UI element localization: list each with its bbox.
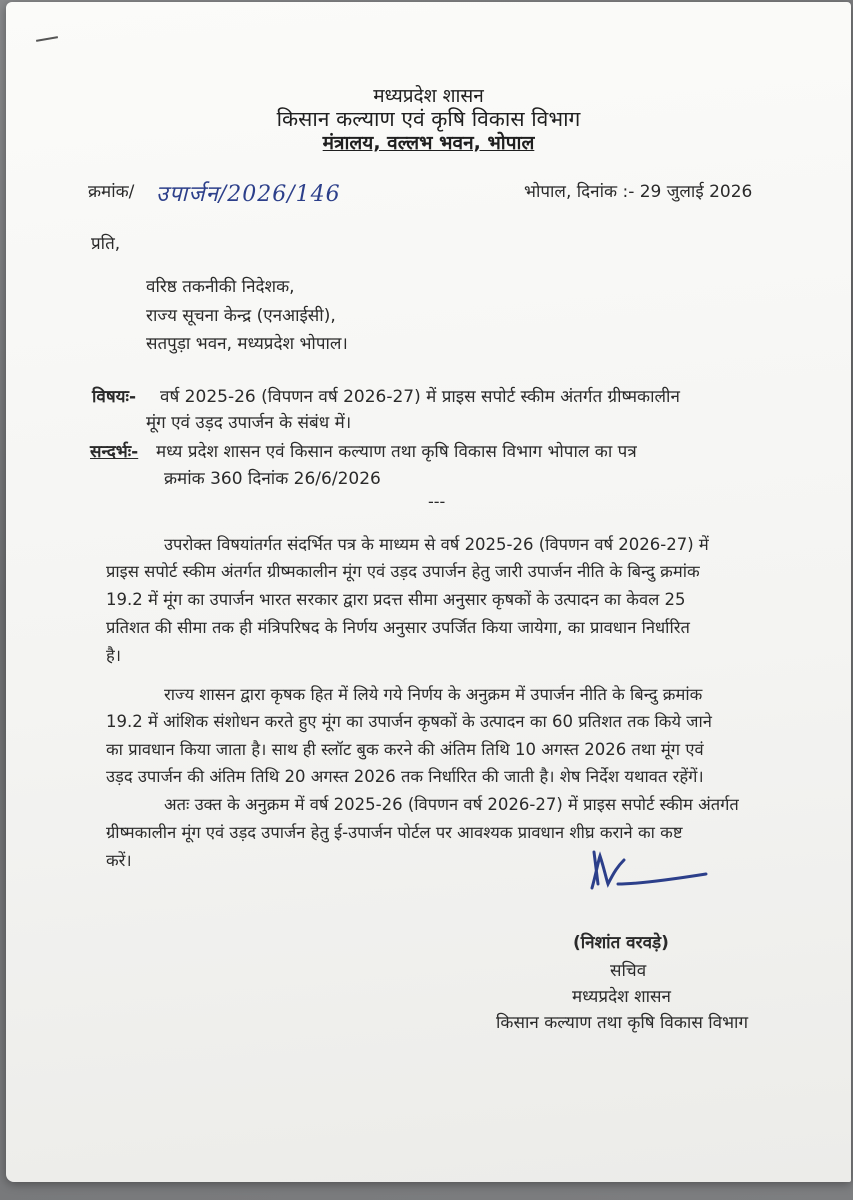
signatory-name: (निशांत वरवड़े) [573,933,669,953]
department-header: किसान कल्याण एवं कृषि विकास विभाग [276,107,581,131]
office-address-header: मंत्रालय, वल्लभ भवन, भोपाल [322,132,535,154]
place-and-date: भोपाल, दिनांक :- 29 जुलाई 2026 [524,182,753,202]
government-header: मध्यप्रदेश शासन [373,85,484,107]
body-line: 19.2 में आंशिक संशोधन करते हुए मूंग का उपार्जन कृषकों के उत्पादन का 60 प्रतिशत तक किये जाने [106,712,712,731]
body-line: का प्रावधान किया जाता है। साथ ही स्लॉट बुक करने की अंतिम तिथि 10 अगस्त 2026 तथा मूंग एवं [106,740,704,759]
subject-text: मूंग एवं उड़द उपार्जन के संबंध में। [146,413,352,433]
body-line: उपरोक्त विषयांतर्गत संदर्भित पत्र के माध्यम से वर्ष 2025-26 (विपणन वर्ष 2026-27) में [164,535,709,554]
body-line: राज्य शासन द्वारा कृषक हित में लिये गये निर्णय के अनुक्रम में उपार्जन नीति के बिन्दु क्रमांक [164,685,703,704]
separator: --- [428,492,446,511]
body-line: प्राइस सपोर्ट स्कीम अंतर्गत ग्रीष्मकालीन मूंग एवं उड़द उपार्जन हेतु जारी उपार्जन नीति के बिन्दु क्रमांक [106,562,700,581]
body-line: उड़द उपार्जन की अंतिम तिथि 20 अगस्त 2026 तक निर्धारित की जाती है। शेष निर्देश यथावत रहेंगें। [106,767,704,786]
body-line: करें। [106,851,132,870]
signatory-department: किसान कल्याण तथा कृषि विकास विभाग [496,1013,749,1033]
signatory-designation: सचिव [610,961,647,981]
reference-letter-label: सन्दर्भः- [90,442,139,462]
body-line: है। [106,646,122,665]
letter-page [6,2,851,1182]
reference-letter-text: मध्य प्रदेश शासन एवं किसान कल्याण तथा कृषि विकास विभाग भोपाल का पत्र [156,442,637,462]
to-label: प्रति, [91,234,121,254]
handwritten-signature [588,844,718,914]
recipient-address-line: सतपुड़ा भवन, मध्यप्रदेश भोपाल। [146,334,348,354]
recipient-address-line: वरिष्ठ तकनीकी निदेशक, [146,277,295,297]
reference-number-label: क्रमांक/ [88,182,135,202]
signatory-government: मध्यप्रदेश शासन [572,987,671,1007]
body-line: 19.2 में मूंग का उपार्जन भारत सरकार द्वारा प्रदत्त सीमा अनुसार कृषकों के उत्पादन का केवल 25 [106,590,686,609]
subject-label: विषयः- [92,387,137,407]
recipient-address-line: राज्य सूचना केन्द्र (एनआईसी), [146,306,336,326]
body-line: अतः उक्त के अनुक्रम में वर्ष 2025-26 (विपणन वर्ष 2026-27) में प्राइस सपोर्ट स्कीम अंतर्गत [164,795,739,814]
subject-text: वर्ष 2025-26 (विपणन वर्ष 2026-27) में प्राइस सपोर्ट स्कीम अंतर्गत ग्रीष्मकालीन [160,387,680,407]
reference-letter-text: क्रमांक 360 दिनांक 26/6/2026 [164,469,381,489]
body-line: ग्रीष्मकालीन मूंग एवं उड़द उपार्जन हेतु ई-उपार्जन पोर्टल पर आवश्यक प्रावधान शीघ्र कराने का कष्ट [106,823,683,842]
pen-mark [36,36,58,42]
body-line: प्रतिशत की सीमा तक ही मंत्रिपरिषद के निर्णय अनुसार उपर्जित किया जायेगा, का प्रावधान निर्धारित [106,618,690,637]
handwritten-reference-number: उपार्जन/2026/146 [156,182,341,207]
